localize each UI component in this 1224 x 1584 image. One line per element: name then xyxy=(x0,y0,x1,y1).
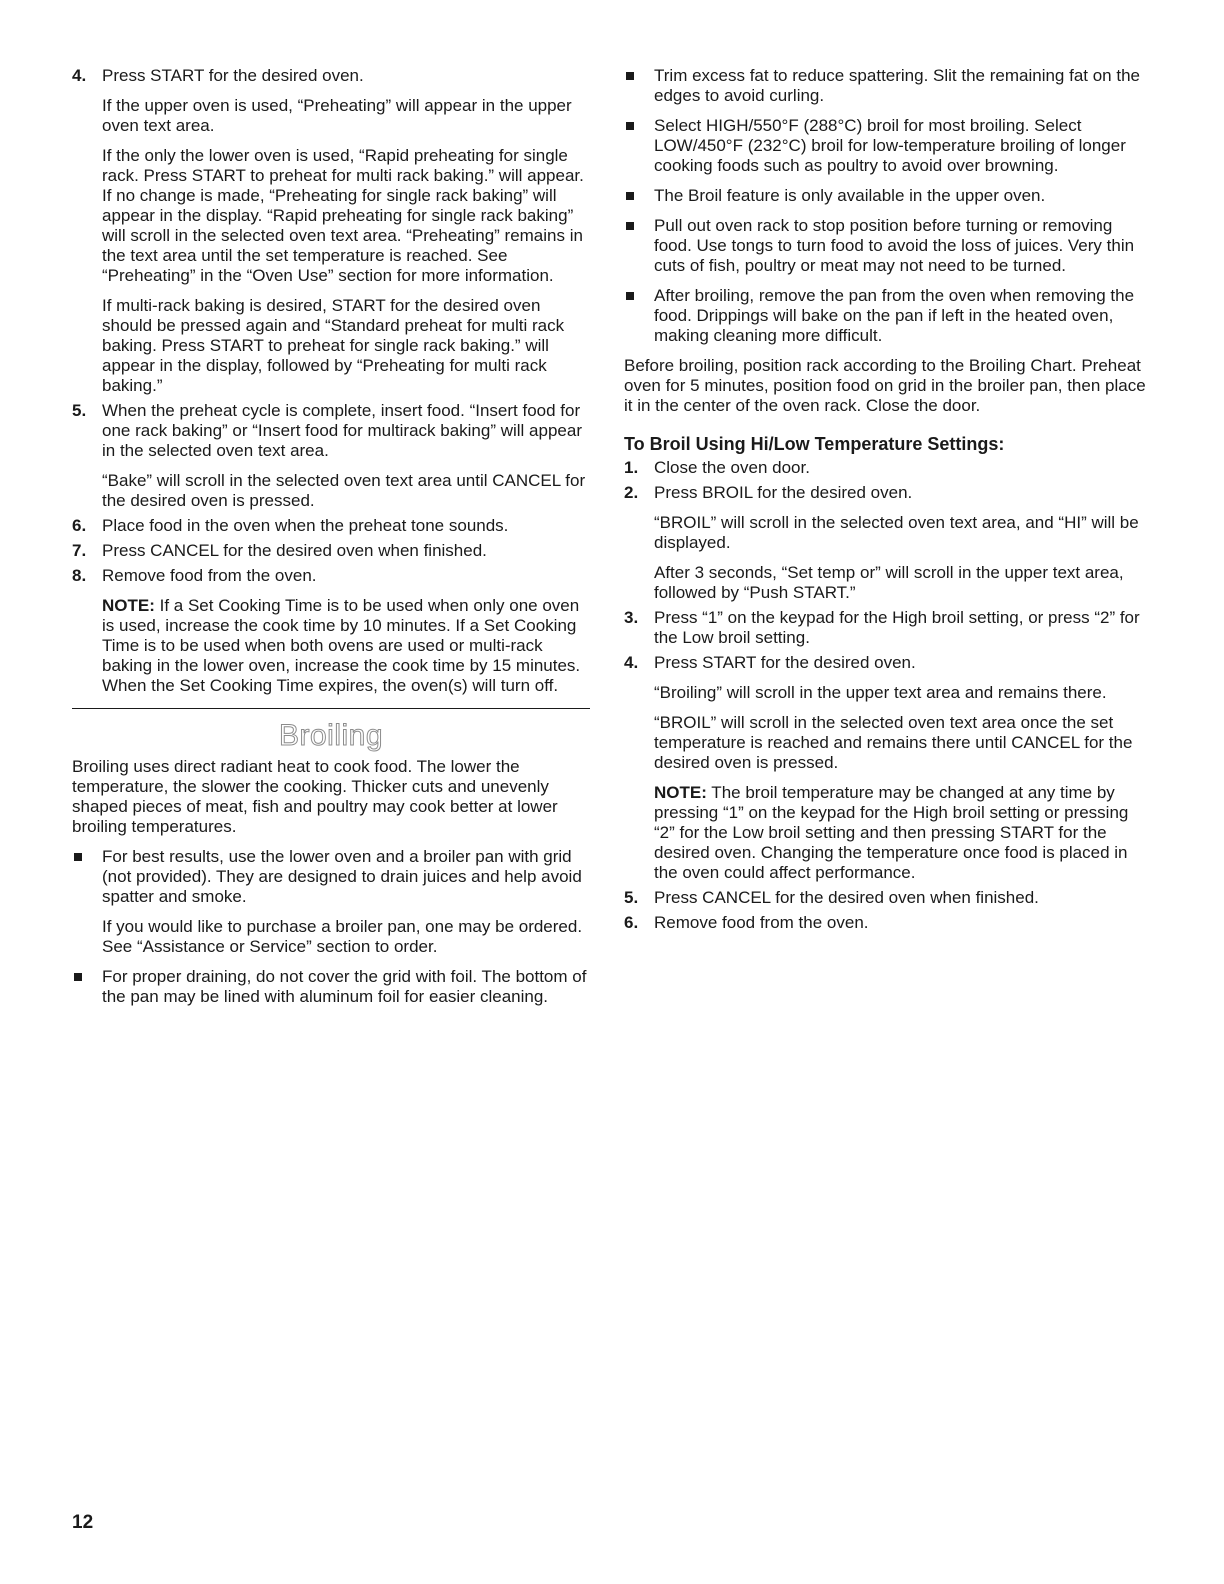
step-8 xyxy=(72,566,590,696)
step-text: Press “1” on the keypad for the High broil setting, or press “2” for the Low broil setting. xyxy=(654,608,1140,647)
step-5 xyxy=(72,401,590,511)
bullet-subtext: If you would like to purchase a broiler pan, one may be ordered. See “Assistance or Service” section to order. xyxy=(102,917,583,956)
broiling-intro: Broiling uses direct radiant heat to cook food. The lower the temperature, the slower the cooking. Thicker cuts and unevenly shaped pieces of meat, fish and poultry may cook better at lower broiling temperatures. xyxy=(72,757,558,836)
bullet-item xyxy=(72,967,590,1007)
broil-step-6 xyxy=(624,913,1152,933)
broil-step-1 xyxy=(624,458,1152,478)
step-text: Press START for the desired oven. xyxy=(102,66,364,85)
bullet-text: For proper draining, do not cover the grid with foil. The bottom of the pan may be lined with aluminum foil for easier cleaning. xyxy=(102,967,587,1006)
bullet-item xyxy=(624,286,1152,346)
step-text: Place food in the oven when the preheat tone sounds. xyxy=(102,516,509,535)
step-detail: “BROIL” will scroll in the selected oven text area, and “HI” will be displayed. xyxy=(654,513,1139,552)
note xyxy=(102,596,590,696)
note-label: NOTE: xyxy=(654,783,707,802)
step-detail: “Broiling” will scroll in the upper text area and remains there. xyxy=(654,683,1107,702)
section-title-broiling: Broiling xyxy=(278,719,384,752)
step-number: 6. xyxy=(624,913,639,932)
bullet-text: The Broil feature is only available in the upper oven. xyxy=(654,186,1046,205)
step-text: Press START for the desired oven. xyxy=(654,653,916,672)
step-6 xyxy=(72,516,590,536)
left-column xyxy=(72,66,590,1017)
bullet-text: For best results, use the lower oven and a broiler pan with grid (not provided). They are designed to drain juices and help avoid spatter and smoke. xyxy=(102,847,582,906)
step-text: Remove food from the oven. xyxy=(102,566,317,585)
step-number: 8. xyxy=(72,566,87,585)
section-divider xyxy=(72,708,590,709)
step-text: Close the oven door. xyxy=(654,458,810,477)
right-column xyxy=(624,66,1152,938)
bullet-text: After broiling, remove the pan from the oven when removing the food. Drippings will bake on the pan if left in the heated oven, making cleaning more difficult. xyxy=(654,286,1135,345)
bullet-item xyxy=(624,116,1152,176)
bullet-item xyxy=(624,186,1152,206)
step-text: Press CANCEL for the desired oven when finished. xyxy=(102,541,487,560)
step-number: 7. xyxy=(72,541,87,560)
step-text: When the preheat cycle is complete, insert food. “Insert food for one rack baking” or “Insert food for multirack baking” will appear in the selected oven text area. xyxy=(102,401,582,460)
step-detail: If the upper oven is used, “Preheating” will appear in the upper oven text area. xyxy=(102,96,572,135)
square-bullet-icon xyxy=(626,192,634,200)
step-number: 2. xyxy=(624,483,639,502)
step-detail: If the only the lower oven is used, “Rapid preheating for single rack. Press START to preheat for multi rack baking.” will appear. If no change is made, “Preheating for single rack baking” will appear in the display. “Rapid preheating for single rack baking” will scroll in the selected oven text area. “Preheating” remains in the text area until the set temperature is reached. See “Preheating” in the “Oven Use” section for more information. xyxy=(102,146,584,285)
step-detail: After 3 seconds, “Set temp or” will scroll in the upper text area, followed by “Push START.” xyxy=(654,563,1124,602)
step-number: 6. xyxy=(72,516,87,535)
square-bullet-icon xyxy=(74,853,82,861)
step-number: 5. xyxy=(624,888,639,907)
note-label: NOTE: xyxy=(102,596,155,615)
step-text: Press BROIL for the desired oven. xyxy=(654,483,913,502)
note-text: If a Set Cooking Time is to be used when only one oven is used, increase the cook time by 10 minutes. If a Set Cooking Time is to be used when both ovens are used or multi-rack baking in the lower oven, increase the cook time by 15 minutes. When the Set Cooking Time expires, the oven(s) will turn off. xyxy=(102,596,581,695)
page-number: 12 xyxy=(72,1512,94,1533)
broil-step-3 xyxy=(624,608,1152,648)
step-4 xyxy=(72,66,590,396)
bullet-item xyxy=(72,847,590,907)
bullet-text: Select HIGH/550°F (288°C) broil for most broiling. Select LOW/450°F (232°C) broil for low-temperature broiling of longer cooking foods such as poultry to avoid over browning. xyxy=(654,116,1126,175)
step-number: 1. xyxy=(624,458,639,477)
step-number: 5. xyxy=(72,401,87,420)
square-bullet-icon xyxy=(626,292,634,300)
square-bullet-icon xyxy=(626,122,634,130)
square-bullet-icon xyxy=(74,973,82,981)
step-number: 4. xyxy=(624,653,639,672)
bullet-item xyxy=(624,216,1152,276)
before-broiling-text: Before broiling, position rack according to the Broiling Chart. Preheat oven for 5 minutes, position food on grid in the broiler pan, then place it in the center of the oven rack. Close the door. xyxy=(624,356,1146,415)
note-text: The broil temperature may be changed at any time by pressing “1” on the keypad for the High broil setting or pressing “2” for the Low broil setting and then pressing START for the desired oven. Changing the temperature once food is placed in the oven could affect performance. xyxy=(654,783,1129,882)
bullet-text: Pull out oven rack to stop position before turning or removing food. Use tongs to turn food to avoid the loss of juices. Very thin cuts of fish, poultry or meat may not need to be turned. xyxy=(654,216,1135,275)
step-detail: “Bake” will scroll in the selected oven text area until CANCEL for the desired oven is pressed. xyxy=(102,471,586,510)
step-number: 3. xyxy=(624,608,639,627)
bullet-text: Trim excess fat to reduce spattering. Slit the remaining fat on the edges to avoid curling. xyxy=(654,66,1140,105)
step-number: 4. xyxy=(72,66,87,85)
note xyxy=(654,783,1152,883)
subheading-broil-settings: To Broil Using Hi/Low Temperature Settings: xyxy=(624,434,1005,454)
square-bullet-icon xyxy=(626,222,634,230)
step-detail: If multi-rack baking is desired, START for the desired oven should be pressed again and “Standard preheat for multi rack baking. Press START to preheat for single rack baking.” will appear in the display, followed by “Preheating for multi rack baking.” xyxy=(102,296,565,395)
square-bullet-icon xyxy=(626,72,634,80)
step-text: Press CANCEL for the desired oven when finished. xyxy=(654,888,1039,907)
broil-step-5 xyxy=(624,888,1152,908)
step-detail: “BROIL” will scroll in the selected oven text area once the set temperature is reached and remains there until CANCEL for the desired oven is pressed. xyxy=(654,713,1133,772)
broil-step-2 xyxy=(624,483,1152,603)
broil-step-4 xyxy=(624,653,1152,883)
bullet-item xyxy=(624,66,1152,106)
step-text: Remove food from the oven. xyxy=(654,913,869,932)
step-7 xyxy=(72,541,590,561)
